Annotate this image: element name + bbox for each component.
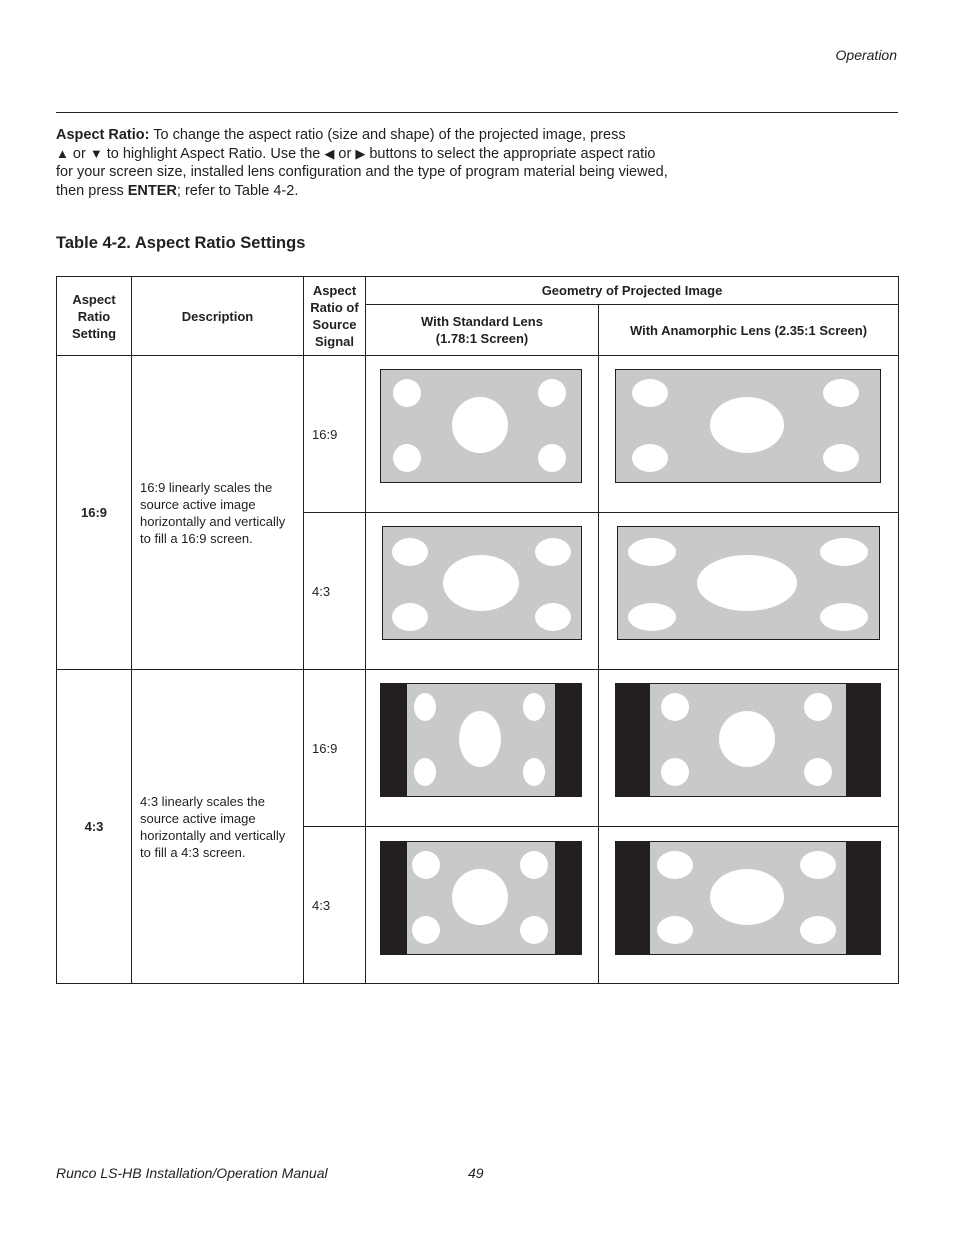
footer-page-number: 49: [468, 1165, 484, 1181]
standard-lens-cell: [366, 827, 599, 984]
down-arrow-icon: ▼: [89, 145, 103, 161]
intro-paragraph: [56, 126, 676, 201]
left-arrow-icon: ◀: [324, 145, 335, 161]
intro-text-4: ; refer to Table 4-2.: [176, 183, 299, 200]
description-cell: 4:3 linearly scales the source active image horizontally and vertically to fill a 4:3 screen.: [132, 670, 304, 984]
standard-lens-cell: [366, 670, 599, 827]
table-row: [57, 670, 899, 827]
source-cell: 16:9: [304, 356, 366, 513]
projected-image-diagram: [380, 841, 582, 955]
anamorphic-lens-cell: [599, 827, 899, 984]
header-anamorphic-lens: With Anamorphic Lens (2.35:1 Screen): [599, 305, 899, 356]
intro-label: Aspect Ratio:: [56, 127, 150, 143]
anamorphic-lens-cell: [599, 513, 899, 670]
enter-key-label: ENTER: [127, 183, 177, 200]
projected-image-diagram: [617, 526, 880, 640]
anamorphic-lens-cell: [599, 356, 899, 513]
projected-image-diagram: [382, 526, 582, 640]
source-cell: 16:9: [304, 670, 366, 827]
header-rule: [56, 112, 898, 113]
standard-lens-cell: [366, 513, 599, 670]
setting-cell: 16:9: [57, 356, 132, 670]
header-setting: Aspect Ratio Setting: [57, 277, 132, 356]
standard-lens-cell: [366, 356, 599, 513]
footer-manual-title: Runco LS-HB Installation/Operation Manual: [56, 1165, 328, 1181]
intro-text-3: buttons to select the appropriate aspect ratio for your screen size, installed lens configuration and the type of program material being viewed, then press: [56, 145, 668, 200]
right-arrow-icon: ▶: [355, 145, 366, 161]
aspect-ratio-table: [56, 276, 899, 984]
header-standard-lens: With Standard Lens (1.78:1 Screen): [366, 305, 599, 356]
header-source: Aspect Ratio of Source Signal: [304, 277, 366, 356]
intro-text-1: To change the aspect ratio (size and shape) of the projected image, press: [149, 127, 626, 143]
projected-image-diagram: [615, 683, 881, 797]
table-caption: Table 4-2. Aspect Ratio Settings: [56, 234, 306, 252]
description-cell: 16:9 linearly scales the source active image horizontally and vertically to fill a 16:9 screen.: [132, 356, 304, 670]
projected-image-diagram: [615, 841, 881, 955]
intro-text-2: to highlight Aspect Ratio. Use the: [102, 145, 325, 162]
table-row: [57, 356, 899, 513]
projected-image-diagram: [380, 683, 582, 797]
projected-image-diagram: [615, 369, 881, 483]
header-geometry: Geometry of Projected Image: [366, 277, 899, 305]
setting-cell: 4:3: [57, 670, 132, 984]
projected-image-diagram: [380, 369, 582, 483]
anamorphic-lens-cell: [599, 670, 899, 827]
up-arrow-icon: ▲: [56, 145, 69, 161]
source-cell: 4:3: [304, 827, 366, 984]
header-description: Description: [132, 277, 304, 356]
running-header: Operation: [835, 47, 897, 63]
intro-or-2: or: [334, 145, 356, 162]
source-cell: 4:3: [304, 513, 366, 670]
intro-or-1: or: [68, 145, 90, 162]
